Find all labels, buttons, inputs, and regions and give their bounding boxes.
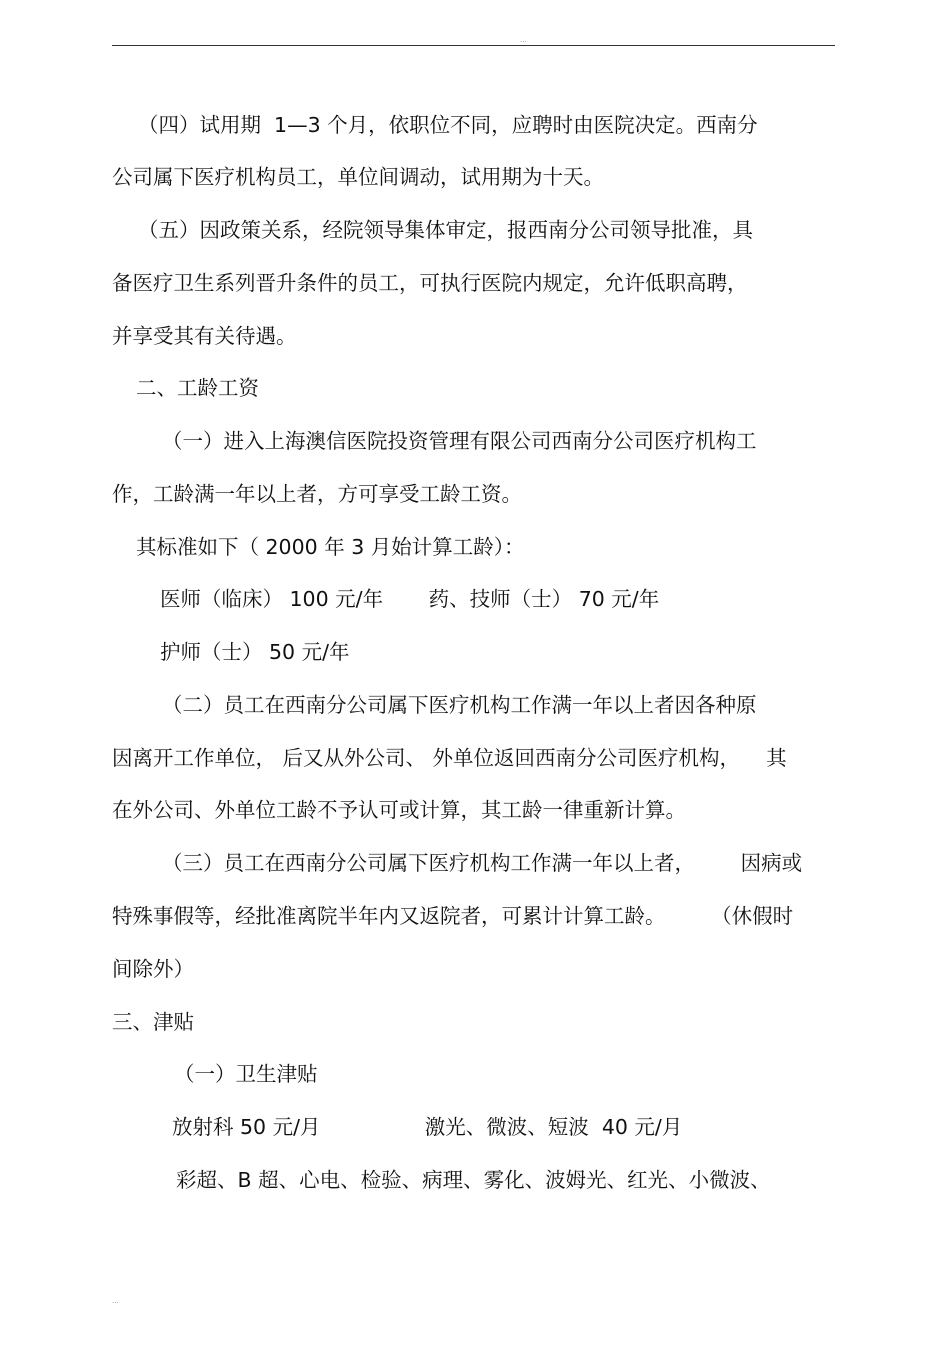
text-line: （一）进入上海澳信医院投资管理有限公司西南分公司医疗机构工: [162, 429, 757, 453]
text-line: 彩超、B 超、心电、检验、病理、雾化、波姆光、红光、小微波、: [176, 1168, 771, 1192]
text-line: 因离开工作单位， 后又从外公司、 外单位返回西南分公司医疗机构， 其: [112, 746, 787, 770]
text-line: 放射科 50 元/月 激光、微波、短波 40 元/月: [172, 1115, 683, 1139]
header-mark: …: [520, 36, 527, 44]
text-line: 间除外）: [112, 957, 194, 981]
text-line: 护师（士） 50 元/年: [160, 640, 350, 664]
text-line: （三）员工在西南分公司属下医疗机构工作满一年以上者， 因病或: [162, 851, 803, 875]
section-heading: 二、工龄工资: [136, 376, 259, 400]
footer-mark: …: [112, 1297, 119, 1305]
text-line: （二）员工在西南分公司属下医疗机构工作满一年以上者因各种原: [162, 693, 757, 717]
text-line: （四）试用期 1—3 个月，依职位不同，应聘时由医院决定。西南分: [138, 113, 758, 137]
text-line: 在外公司、外单位工龄不予认可或计算，其工龄一律重新计算。: [112, 798, 686, 822]
section-heading: 三、津贴: [112, 1010, 194, 1034]
text-line: （五）因政策关系，经院领导集体审定，报西南分公司领导批准，具: [138, 218, 753, 242]
text-line: 作，工龄满一年以上者，方可享受工龄工资。: [112, 482, 522, 506]
header-rule: [112, 45, 835, 46]
text-line: 并享受其有关待遇。: [112, 324, 297, 348]
text-line: （一）卫生津贴: [174, 1062, 318, 1086]
text-line: 特殊事假等，经批准离院半年内又返院者，可累计计算工龄。 （休假时: [112, 904, 794, 928]
text-line: 其标准如下（ 2000 年 3 月始计算工龄）：: [136, 535, 525, 559]
text-line: 备医疗卫生系列晋升条件的员工，可执行医院内规定，允许低职高聘，: [112, 271, 748, 295]
text-line: 医师（临床） 100 元/年 药、技师（士） 70 元/年: [160, 587, 660, 611]
text-line: 公司属下医疗机构员工，单位间调动，试用期为十天。: [112, 165, 604, 189]
